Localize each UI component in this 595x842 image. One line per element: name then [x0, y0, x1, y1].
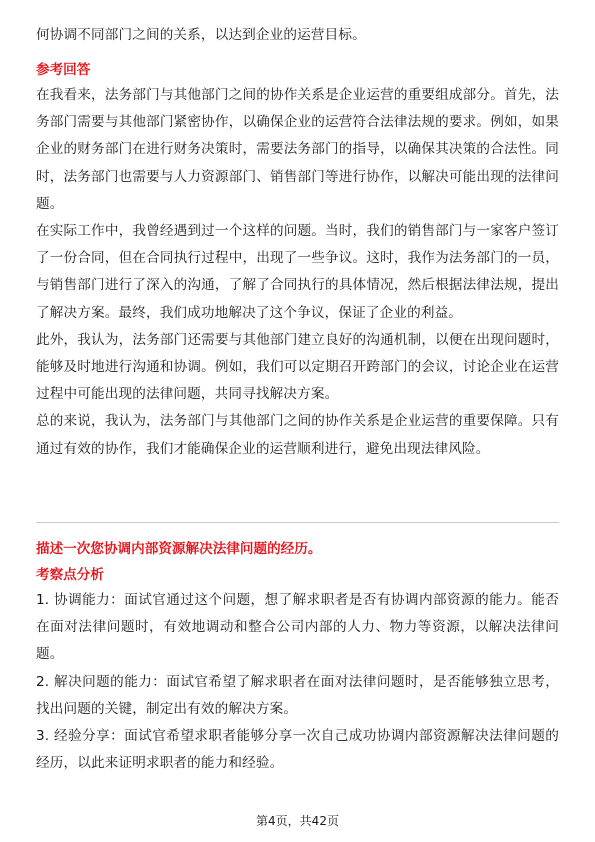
page-footer: 第4页，共42页	[256, 814, 339, 828]
answer-paragraph-3: 此外，我认为，法务部门还需要与其他部门建立良好的沟通机制，以便在出现问题时，能够及时地进行沟通和协调。例如，我们可以定期召开跨部门的会议，讨论企业在运营过程中可能出现的法律问题，共同寻找解决方案。	[36, 331, 559, 403]
analysis-point-3: 3. 经验分享：面试官希望求职者能够分享一次自己成功协调内部资源解决法律问题的经历，以此来证明求职者的能力和经验。	[36, 728, 559, 772]
answer-paragraph-2: 在实际工作中，我曾经遇到过一个这样的问题。当时，我们的销售部门与一家客户签订了一份合同，但在合同执行过程中，出现了一些争议。这时，我作为法务部门的一员，与销售部门进行了深入的沟通，了解了合同执行的具体情况，然后根据法律法规，提出了解决方案。最终，我们成功地解决了这个争议，保证了企业的利益。	[36, 223, 559, 321]
answer-body	[36, 82, 559, 463]
analysis-point-1: 1. 协调能力：面试官通过这个问题，想了解求职者是否有协调内部资源的能力。能否在面对法律问题时，有效地调动和整合公司内部的人力、物力等资源，以解决法律问题。	[36, 592, 559, 663]
analysis-point-2: 2. 解决问题的能力：面试官希望了解求职者在面对法律问题时，是否能够独立思考，找出问题的关键，制定出有效的解决方案。	[36, 673, 559, 717]
analysis-body	[36, 587, 559, 777]
answer-paragraph-1: 在我看来，法务部门与其他部门之间的协作关系是企业运营的重要组成部分。首先，法务部门需要与其他部门紧密协作，以确保企业的运营符合法律法规的要求。例如，如果企业的财务部门在进行财务决策时，需要法务部门的指导，以确保其决策的合法性。同时，法务部门也需要与人力资源部门、销售部门等进行协作，以解决可能出现的法律问题。	[36, 87, 559, 212]
question-heading: 描述一次您协调内部资源解决法律问题的经历。	[36, 541, 322, 557]
analysis-heading: 考察点分析	[36, 567, 104, 583]
answer-paragraph-4: 总的来说，我认为，法务部门与其他部门之间的协作关系是企业运营的重要保障。只有通过有效的协作，我们才能确保企业的运营顺利进行，避免出现法律风险。	[36, 413, 559, 457]
answer-heading: 参考回答	[36, 62, 91, 78]
section-divider	[36, 522, 559, 523]
intro-paragraph: 何协调不同部门之间的关系，以达到企业的运营目标。	[36, 27, 366, 43]
